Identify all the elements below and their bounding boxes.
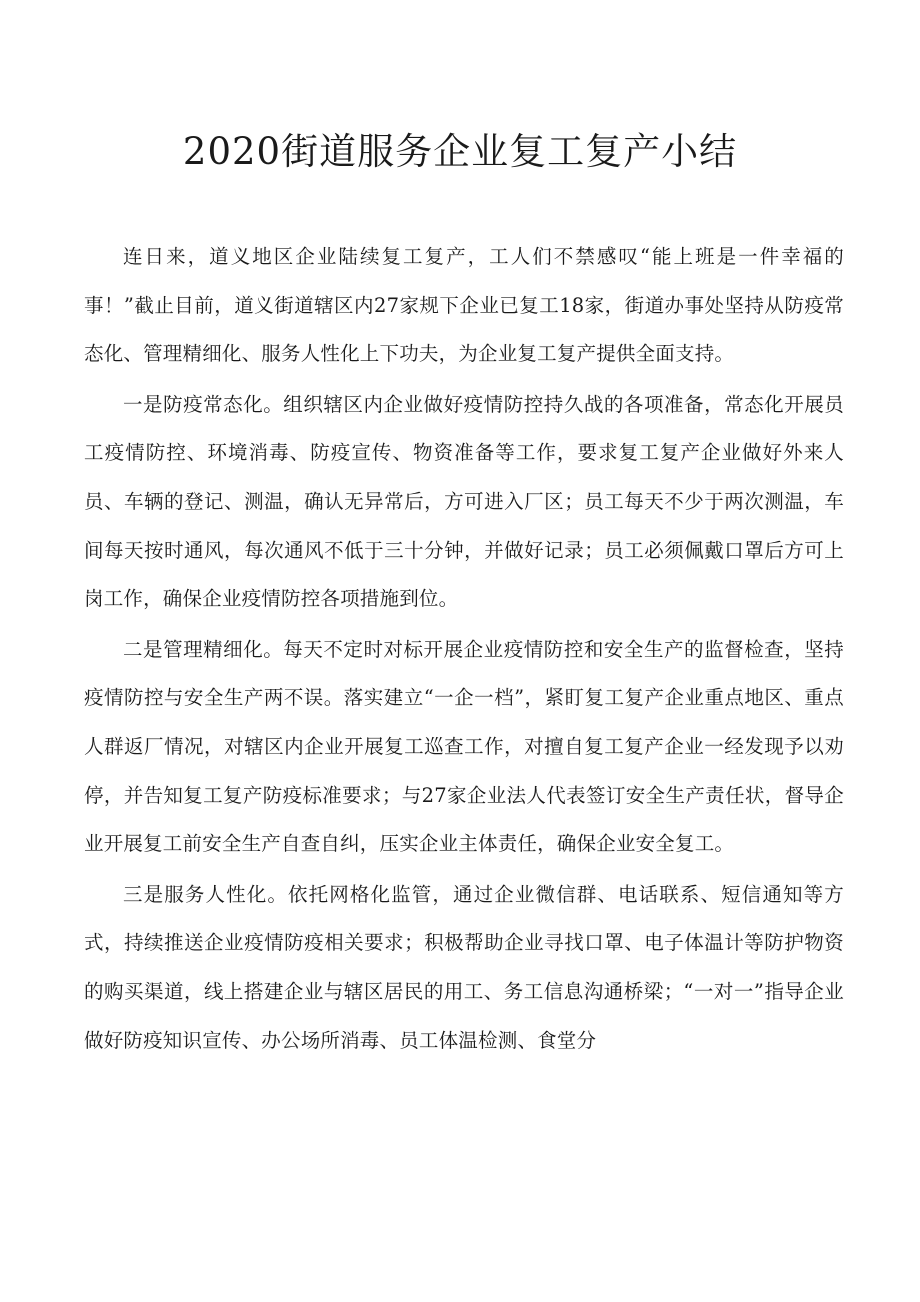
document-body xyxy=(84,233,844,1067)
paragraph-intro: 连日来，道义地区企业陆续复工复产，工人们不禁感叹“能上班是一件幸福的事！”截止目前，道义街道辖区内27家规下企业已复工18家，街道办事处坚持从防疫常态化、管理精细化、服务人性化上下功夫，为企业复工复产提供全面支持。 xyxy=(84,245,844,366)
paragraph-epidemic-prevention: 一是防疫常态化。组织辖区内企业做好疫情防控持久战的各项准备，常态化开展员工疫情防控、环境消毒、防疫宣传、物资准备等工作，要求复工复产企业做好外来人员、车辆的登记、测温，确认无异常后，方可进入厂区；员工每天不少于两次测温，车间每天按时通风，每次通风不低于三十分钟，并做好记录；员工必须佩戴口罩后方可上岗工作，确保企业疫情防控各项措施到位。 xyxy=(84,392,844,611)
paragraph-management: 二是管理精细化。每天不定时对标开展企业疫情防控和安全生产的监督检查，坚持疫情防控与安全生产两不误。落实建立“一企一档”，紧盯复工复产企业重点地区、重点人群返厂情况，对辖区内企业开展复工巡查工作，对擅自复工复产企业一经发现予以劝停，并告知复工复产防疫标准要求；与27家企业法人代表签订安全生产责任状，督导企业开展复工前安全生产自查自纠，压实企业主体责任，确保企业安全复工。 xyxy=(84,637,844,856)
document-title: 2020街道服务企业复工复产小结 xyxy=(182,130,738,173)
paragraph-service: 三是服务人性化。依托网格化监管，通过企业微信群、电话联系、短信通知等方式，持续推送企业疫情防疫相关要求；积极帮助企业寻找口罩、电子体温计等防护物资的购买渠道，线上搭建企业与辖区居民的用工、务工信息沟通桥梁；“一对一”指导企业做好防疫知识宣传、办公场所消毒、员工体温检测、食堂分 xyxy=(84,882,844,1052)
